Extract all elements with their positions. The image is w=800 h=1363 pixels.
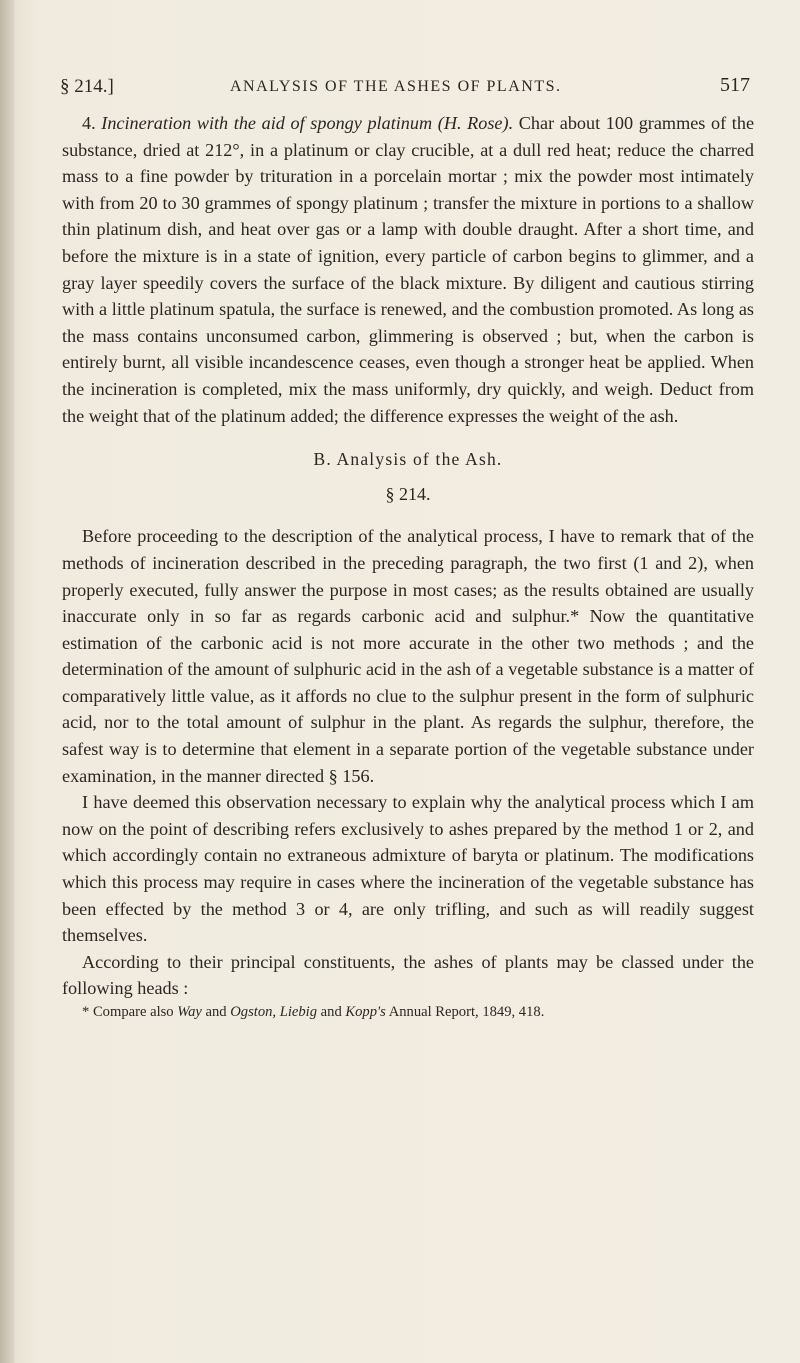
- footnote-suffix: Annual Report, 1849, 418.: [388, 1004, 545, 1020]
- body-paragraph-3: According to their principal constituents, the ashes of plants may be classed under the following heads :: [62, 951, 754, 999]
- page-spine-shadow: [0, 0, 14, 1363]
- method-4-paragraph: [62, 110, 754, 429]
- running-head: [60, 76, 750, 104]
- footnote-name-kopp: Kopp's: [345, 1004, 386, 1020]
- section-heading-b: B. Analysis of the Ash.: [313, 449, 503, 470]
- header-section-ref: § 214.]: [60, 76, 114, 97]
- footnote-and-1: and: [205, 1004, 227, 1020]
- footnote-and-2: and: [320, 1004, 342, 1020]
- section-number-214: § 214.: [385, 483, 431, 504]
- body-paragraph-1: Before proceeding to the description of the analytical process, I have to remark that of the methods of incineration described in the preceding paragraph, the two first (1 and 2), when properly executed, fully answer the purpose in most cases; as the results obtained are usually inaccurate only in so far as regards carbonic acid and sulphur.* Now the quantitative estimation of the carbonic acid is not more accurate in the other two methods ; and the determination of the amount of sulphuric acid in the ash of a vegetable substance is a matter of comparatively little value, as it affords no clue to the sulphur present in the form of sulphuric acid, nor to the total amount of sulphur in the plant. As regards the sulphur, therefore, the safest way is to determine that element in a separate portion of the vegetable substance under examination, in the manner directed § 156.: [62, 526, 754, 786]
- page-number: 517: [720, 74, 750, 96]
- page-content: [62, 110, 754, 1022]
- method-4-title: Incineration with the aid of spongy platinum: [101, 113, 433, 133]
- footnote-name-ogston-liebig: Ogston, Liebig: [230, 1004, 318, 1020]
- method-4-number: 4.: [82, 113, 96, 133]
- footnote: [62, 1002, 754, 1022]
- method-4-author: (H. Rose).: [437, 113, 514, 133]
- footnote-name-way: Way: [177, 1004, 202, 1020]
- body-paragraph-2: I have deemed this observation necessary to explain why the analytical process which I am now on the point of describing refers exclusively to ashes prepared by the method 1 or 2, and which accordingly contain no extraneous admixture of baryta or platinum. The modifications which this process may require in cases where the incineration of the vegetable substance has been effected by the method 3 or 4, are only trifling, and such as will readily suggest themselves.: [62, 792, 754, 946]
- method-4-text: Char about 100 grammes of the substance, dried at 212°, in a platinum or clay crucible, at a dull red heat; reduce the charred mass to a fine powder by trituration in a porcelain mortar ; mix the powder most intimately with from 20 to 30 grammes of spongy platinum ; transfer the mixture in portions to a shallow thin platinum dish, and heat over gas or a lamp with double draught. After a short time, and before the mixture is in a state of ignition, every particle of carbon begins to glimmer, and a gray layer speedily covers the surface of the black mixture. By diligent and cautious stirring with a little platinum spatula, the surface is renewed, and the combustion promoted. As long as the mass contains unconsumed carbon, glimmering is observed ; but, when the carbon is entirely burnt, all visible incandescence ceases, even though a stronger heat be applied. When the incineration is completed, mix the mass uniformly, dry quickly, and weigh. Deduct from the weight that of the platinum added; the difference expresses the weight of the ash.: [62, 113, 755, 426]
- footnote-prefix: * Compare also: [82, 1004, 174, 1020]
- header-title: ANALYSIS OF THE ASHES OF PLANTS.: [230, 78, 562, 95]
